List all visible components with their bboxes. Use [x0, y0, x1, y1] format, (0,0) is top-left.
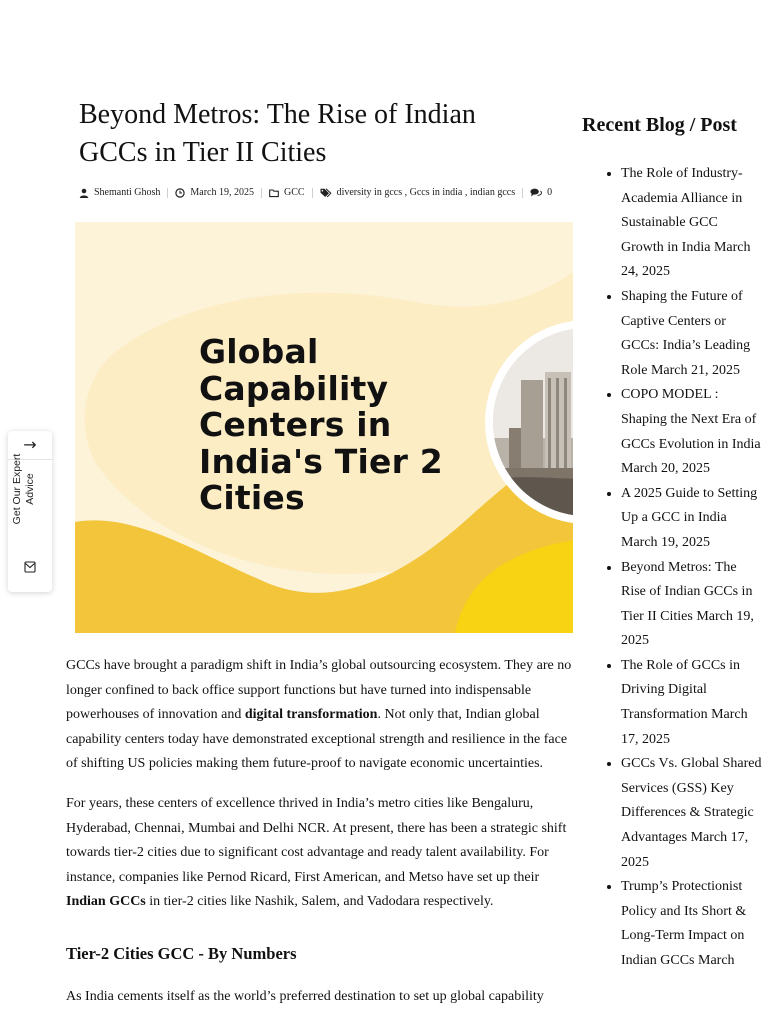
recent-post-date: March 21, 2025 [650, 362, 740, 378]
post-meta [79, 186, 574, 200]
meta-author[interactable] [79, 186, 160, 200]
digital-transformation-link[interactable]: digital transformation [244, 707, 378, 723]
recent-post-link[interactable]: COPO MODEL : Shaping the Next Era of GCCs Evolution in India [621, 387, 761, 452]
meta-separator [312, 188, 313, 198]
paragraph-text: For years, these centers of excellence thrived in India’s metro cities like Bengaluru, Hyderabad, Chennai, Mumbai and Delhi NCR. At present, there has been a strategic shift towards tier-2 cities due to significant cost advantage and ready talent availability. For instance, companies like Pernod Ricard, First American, and Metso have set up their [66, 795, 567, 885]
meta-date [175, 186, 254, 200]
clock-icon [175, 188, 185, 198]
recent-posts-list [582, 162, 762, 974]
recent-post-link[interactable]: GCCs Vs. Global Shared Services (GSS) Key Differences & Strategic Advantages [621, 756, 762, 846]
recent-post-date: March 20, 2025 [621, 461, 711, 477]
hero-headline [199, 334, 443, 517]
list-item [621, 875, 762, 973]
tags-icon [320, 188, 332, 198]
post-title-line1: Beyond Metros: The Rise of Indian [79, 99, 476, 130]
recent-post-link[interactable]: The Role of Industry-Academia Alliance in Sustainable GCC Growth in India [621, 166, 743, 255]
section-heading: Tier-2 Cities GCC - By Numbers [66, 943, 297, 963]
hero-line: Centers in [199, 405, 392, 444]
hero-line: Capability [199, 368, 389, 408]
meta-tags[interactable] [320, 186, 516, 200]
expert-advice-tab[interactable] [8, 431, 52, 592]
expert-advice-line2: Advice [24, 473, 36, 505]
recent-post-date: March 19, 2025 [621, 608, 754, 649]
article-body [66, 654, 574, 1009]
paragraph-numbers: As India cements itself as the world’s preferred destination to set up global capability [66, 988, 544, 1004]
recent-post-date: March 19, 2025 [621, 534, 711, 550]
comments-icon [530, 188, 542, 198]
featured-image [75, 222, 573, 633]
recent-posts-heading: Recent Blog / Post [582, 114, 737, 136]
indian-gccs-link[interactable]: Indian GCCs [66, 894, 146, 910]
list-item [621, 752, 762, 875]
list-item [621, 654, 762, 752]
paragraph-text: in tier-2 cities like Nashik, Salem, and Vadodara respectively. [145, 894, 494, 910]
recent-post-link[interactable]: Trump’s Protectionist Policy and Its Short & Long-Term Impact on Indian GCCs [621, 879, 747, 968]
expert-advice-line1: Get Our Expert [11, 453, 23, 525]
meta-comments[interactable] [530, 186, 552, 200]
list-item [621, 556, 762, 654]
meta-separator [522, 188, 523, 198]
recent-post-link[interactable]: Shaping the Future of Captive Centers or GCCs: India’s Leading Role [621, 288, 751, 378]
recent-post-date: March [698, 953, 735, 968]
recent-post-link[interactable]: Beyond Metros: The Rise of Indian GCCs in Tier II Cities [621, 559, 753, 624]
meta-category[interactable] [269, 186, 305, 200]
article [66, 96, 574, 1024]
sidebar [582, 110, 762, 974]
arrow-right-icon[interactable]: → [23, 435, 37, 454]
recent-post-date: March 24, 2025 [621, 239, 751, 280]
list-item [621, 285, 762, 383]
paragraph-text: GCCs have brought a paradigm shift in India’s global outsourcing ecosystem. They are no longer confined to back office support functions but have turned into indispensable powerhouses of innovation and [66, 658, 572, 723]
recent-post-link[interactable]: The Role of GCCs in Driving Digital Transformation [621, 657, 740, 723]
hero-line: India's Tier 2 [199, 441, 443, 481]
hero-line: Global [199, 332, 319, 371]
folder-icon [269, 188, 279, 198]
post-title [79, 96, 574, 172]
list-item [621, 383, 762, 481]
tags-links[interactable]: diversity in gccs , Gccs in india , indian gccs [336, 187, 516, 198]
hero-line: Cities [199, 478, 305, 517]
comments-count: 0 [547, 187, 553, 198]
list-item [621, 482, 762, 556]
meta-separator [167, 188, 168, 198]
paragraph-intro [66, 654, 574, 777]
paragraph-text: . Not only that, Indian global capability centers today have demonstrated exceptional strength and resilience in the face of shifting US policies making them future-proof to navigate economic uncertainties. [66, 707, 568, 772]
category-link[interactable]: GCC [284, 187, 305, 198]
recent-post-date: March 17, 2025 [621, 707, 748, 747]
mail-icon [24, 561, 36, 573]
user-icon [79, 188, 89, 198]
meta-separator [261, 188, 262, 198]
recent-post-date: March 17, 2025 [621, 830, 749, 870]
post-title-line2: GCCs in Tier II Cities [79, 137, 327, 168]
post-date: March 19, 2025 [190, 187, 254, 198]
author-link[interactable]: Shemanti Ghosh [94, 187, 161, 198]
expert-advice-label[interactable] [11, 429, 37, 549]
list-item [621, 162, 762, 285]
recent-post-link[interactable]: A 2025 Guide to Setting Up a GCC in India [621, 485, 758, 526]
paragraph-metros [66, 792, 574, 915]
